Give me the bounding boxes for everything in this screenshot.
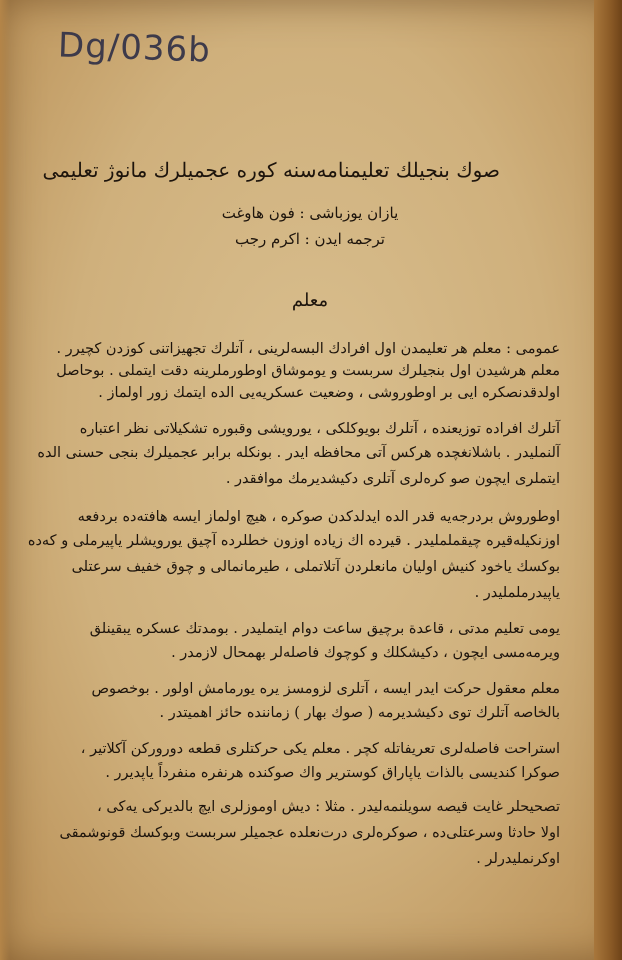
text-line: استراحت فاصله‌لرى تعريفاتله كچر . معلم يكى حركتلرى قطعه دوروركن آكلاتير ، bbox=[80, 741, 560, 757]
document-title: صوك بنجيلك تعليمنامه‌سنه كوره عجميلرك مانوژ تعليمى bbox=[42, 158, 500, 182]
author-line: يازان يوزباشى : فون هاوغت bbox=[221, 204, 399, 222]
text-line: بوكسك ياخود كنيش اوليان مانعلردن آتلاتملى ، طيرمانمالى و چوق خفيف سرعتلى bbox=[71, 559, 560, 575]
text-line: تصحيحلر غايت قيصه سويلنمه‌ليدر . مثلا : ديش اوموزلرى ايچ بالديركى يه‌كى ، bbox=[97, 799, 560, 815]
text-line: بالخاصه آتلرك توى دكيشديرمه ( صوك بهار ) زماننده حائز اهميتدر . bbox=[159, 705, 560, 721]
section-heading: معلم bbox=[291, 290, 329, 311]
text-line: صوكرا كنديسى بالذات ياپاراق كوسترير واك صوكنده هرنفره منفرداً ياپديرر . bbox=[105, 765, 560, 781]
text-line: اولا حادثا وسرعتلى‌ده ، صوكره‌لرى درت‌نعلده عجميلر سربست وبوكسك قونوشمقى bbox=[59, 825, 560, 841]
text-line: معلم هرشيدن اول بنجيلرك سربست و يوموشاق اوطورملرينه دقت ايتملى . بوحاصل bbox=[56, 363, 560, 379]
text-line: اوكرنمليدرلر . bbox=[476, 851, 560, 867]
text-line: آتلرك افراده توزيعنده ، آتلرك بويوكلكى ، يورويشى وقبوره تشكيلاتى نظر اعتباره bbox=[79, 421, 560, 437]
text-line: ايتملرى ايچون صو كره‌لرى آتلرى دكيشديرمك موافقدر . bbox=[225, 471, 560, 487]
text-line: اوزنكيله‌قيره چيقململيدر . قيرده اك زياده اوزون خطلرده آچيق يورويشلر ياپيرملى و كه‌ده bbox=[27, 533, 560, 549]
text-line: ياپيدرململيدر . bbox=[474, 585, 560, 601]
text-line: آلنمليدر . باشلانغچده هركس آتى محافظه ايدر . بونكله برابر عجميلرك بنجى حسنى الده bbox=[37, 445, 560, 461]
page-left-edge bbox=[0, 0, 10, 960]
text-line: اولدقدنصكره ايى بر اوطوروشى ، وضعيت عسكريه‌يى الده ايتمك زور اولماز . bbox=[98, 385, 560, 401]
pencil-catalog-note: Dg/036b bbox=[57, 25, 212, 71]
text-line: ويرمه‌مسى ايچون ، دكيشكلك و كوچوك فاصله‌لر بهمحال لازمدر . bbox=[171, 645, 560, 661]
text-line: اوطوروش بردرجه‌يه قدر الده ايدلدكدن صوكره ، هيچ اولماز ايسه هافته‌ده بردفعه bbox=[77, 509, 560, 525]
text-line: يومى تعليم مدتى ، قاعدة برچيق ساعت دوام ايتمليدر . بومدتك عسكره يبقينلق bbox=[89, 621, 560, 637]
text-line: عمومى : معلم هر تعليمدن اول افرادك البسه‌لرينى ، آتلرك تجهيزاتنى كوزدن كچيرر . bbox=[56, 341, 560, 357]
text-line: معلم معقول حركت ايدر ايسه ، آتلرى لزومسز يره يورمامش اولور . بوخصوص bbox=[91, 681, 560, 697]
translator-line: ترجمه ايدن : اكرم رجب bbox=[235, 230, 385, 248]
page-right-edge bbox=[594, 0, 622, 960]
